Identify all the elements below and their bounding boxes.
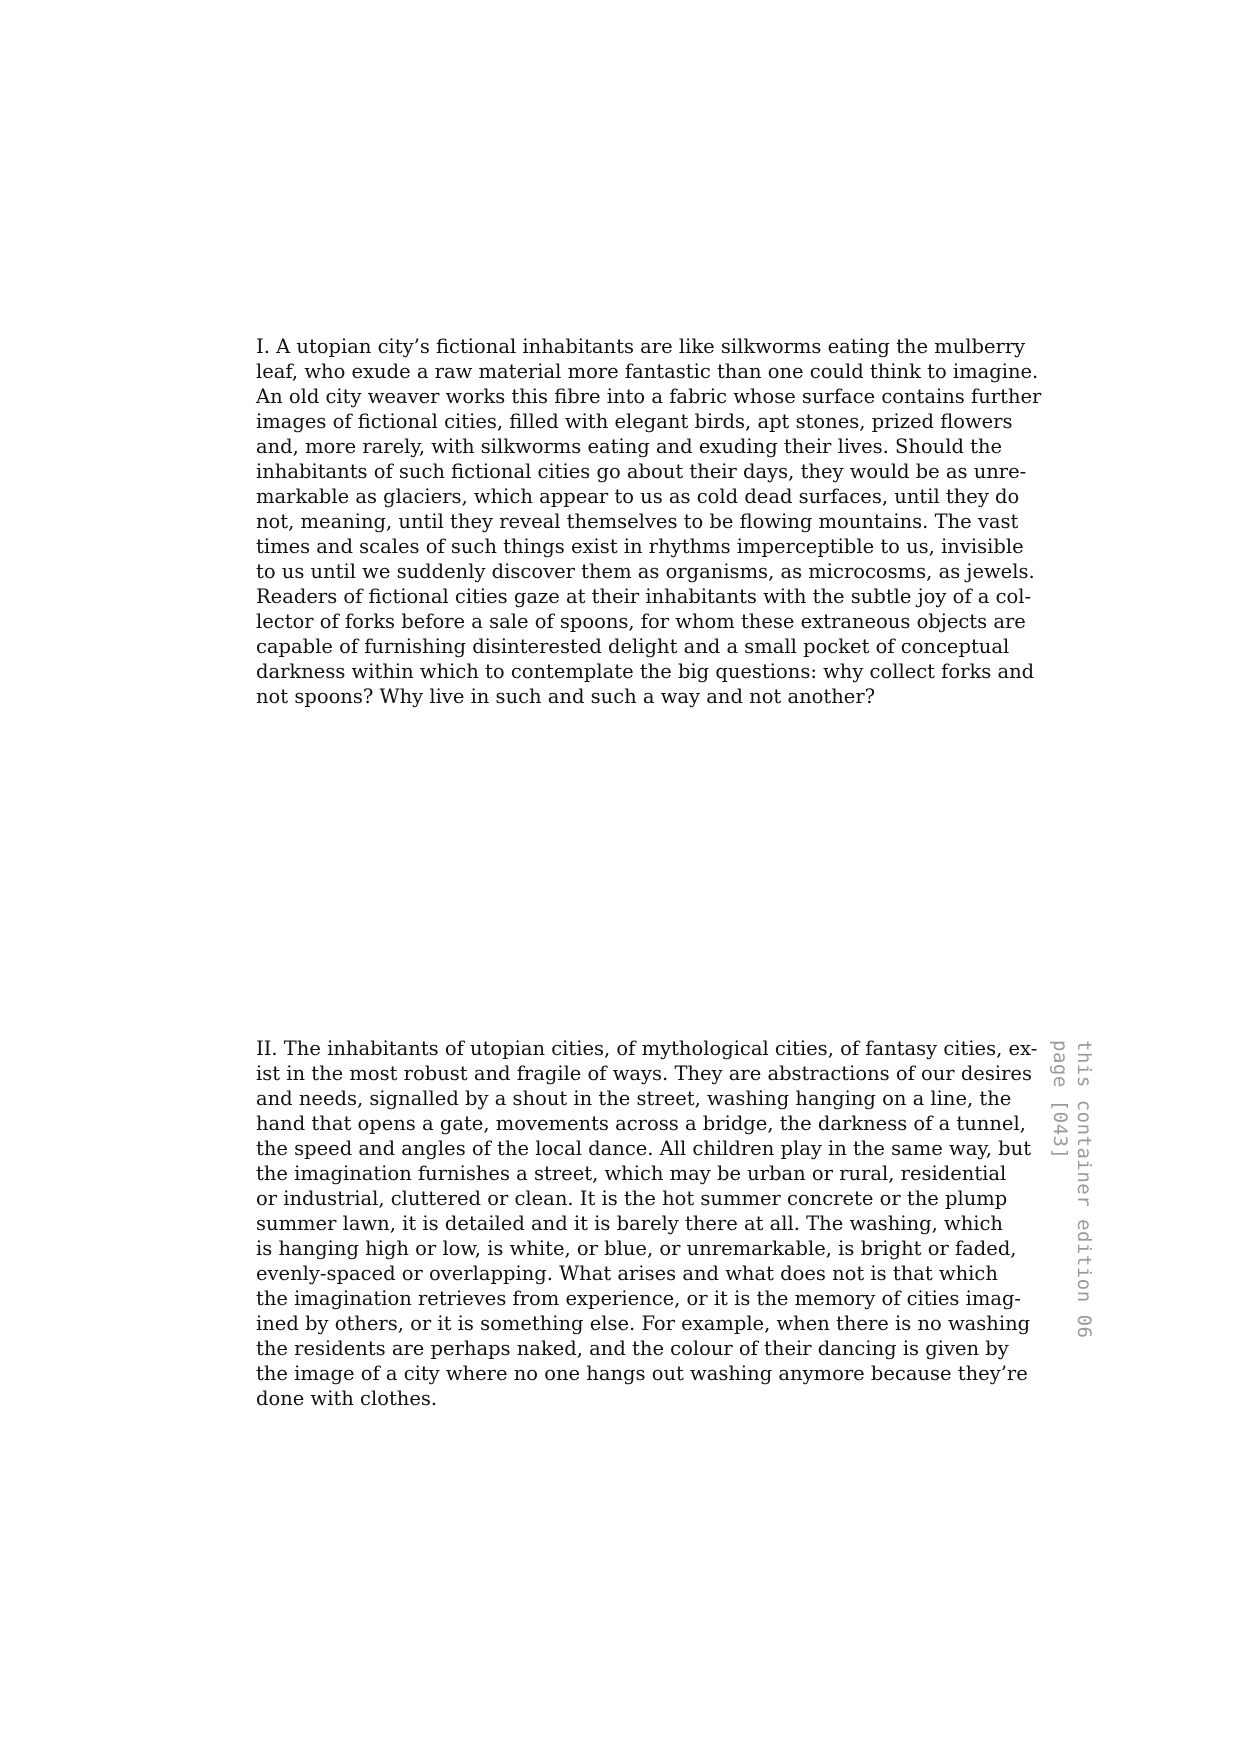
text-line: ist in the most robust and fragile of ways. They are abstractions of our desires xyxy=(256,1062,1032,1085)
text-line: the imagination retrieves from experience, or it is the memory of cities imag- xyxy=(256,1287,1022,1310)
text-line: lector of forks before a sale of spoons, for whom these extraneous objects are xyxy=(256,610,1026,633)
text-line: to us until we suddenly discover them as organisms, as microcosms, as jewels. xyxy=(256,560,1035,583)
text-line: the imagination furnishes a street, which may be urban or rural, residential xyxy=(256,1162,1007,1185)
text-line: An old city weaver works this fibre into a fabric whose surface contains further xyxy=(256,385,1042,408)
text-line: markable as glaciers, which appear to us as cold dead surfaces, until they do xyxy=(256,485,1020,508)
text-line: summer lawn, it is detailed and it is barely there at all. The washing, which xyxy=(256,1212,1003,1235)
text-line: the image of a city where no one hangs out washing anymore because they’re xyxy=(256,1362,1028,1385)
text-line: I. A utopian city’s fictional inhabitants are like silkworms eating the mulberry xyxy=(256,335,1026,358)
edition-label: this container edition 06 xyxy=(1073,1040,1095,1339)
page-number: page [043] xyxy=(1049,1040,1071,1160)
edition-sidenote xyxy=(1048,1040,1096,1340)
text-line: not, meaning, until they reveal themselves to be flowing mountains. The vast xyxy=(256,510,1019,533)
text-line: evenly-spaced or overlapping. What arises and what does not is that which xyxy=(256,1262,998,1285)
text-line: not spoons? Why live in such and such a way and not another? xyxy=(256,685,876,708)
text-line: darkness within which to contemplate the big questions: why collect forks and xyxy=(256,660,1035,683)
text-line: or industrial, cluttered or clean. It is the hot summer concrete or the plump xyxy=(256,1187,1008,1210)
text-line: the residents are perhaps naked, and the colour of their dancing is given by xyxy=(256,1337,1009,1360)
text-line: done with clothes. xyxy=(256,1387,438,1410)
text-line: times and scales of such things exist in rhythms imperceptible to us, invisible xyxy=(256,535,1024,558)
text-line: is hanging high or low, is white, or blue, or unremarkable, is bright or faded, xyxy=(256,1237,1017,1260)
text-line: the speed and angles of the local dance. All children play in the same way, but xyxy=(256,1137,1032,1160)
text-line: images of fictional cities, filled with elegant birds, apt stones, prized flowers xyxy=(256,410,1013,433)
text-line: II. The inhabitants of utopian cities, of mythological cities, of fantasy cities, ex- xyxy=(256,1037,1038,1060)
text-line: and needs, signalled by a shout in the street, washing hanging on a line, the xyxy=(256,1087,1012,1110)
text-line: leaf, who exude a raw material more fantastic than one could think to imagine. xyxy=(256,360,1039,383)
text-line: and, more rarely, with silkworms eating and exuding their lives. Should the xyxy=(256,435,1003,458)
paragraph-1 xyxy=(256,334,1042,709)
text-line: Readers of fictional cities gaze at their inhabitants with the subtle joy of a col- xyxy=(256,585,1032,608)
paragraph-2 xyxy=(256,1036,1038,1411)
text-line: hand that opens a gate, movements across a bridge, the darkness of a tunnel, xyxy=(256,1112,1026,1135)
text-line: capable of furnishing disinterested delight and a small pocket of conceptual xyxy=(256,635,1010,658)
text-line: inhabitants of such fictional cities go about their days, they would be as unre- xyxy=(256,460,1027,483)
text-line: ined by others, or it is something else. For example, when there is no washing xyxy=(256,1312,1031,1335)
